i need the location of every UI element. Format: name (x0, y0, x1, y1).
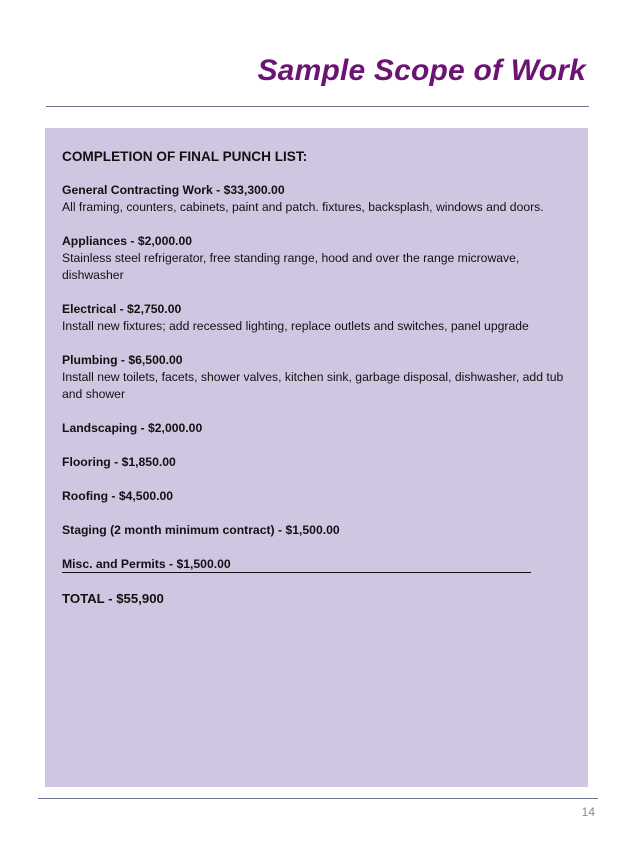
top-divider (46, 106, 589, 107)
item-title: Roofing - $4,500.00 (62, 489, 174, 503)
item-title: Electrical - $2,750.00 (62, 302, 182, 316)
total-line: TOTAL - $55,900 (62, 591, 164, 606)
scope-item-roofing (62, 488, 582, 505)
item-title: Appliances - $2,000.00 (62, 234, 193, 248)
scope-item-general-contracting (62, 182, 582, 216)
item-description: Install new fixtures; add recessed lighting, replace outlets and switches, panel upgrade (62, 319, 529, 333)
item-description: Install new toilets, facets, shower valves, kitchen sink, garbage disposal, dishwasher, add tub and shower (62, 370, 564, 401)
item-title: Plumbing - $6,500.00 (62, 353, 183, 367)
scope-item-plumbing (62, 352, 582, 403)
bottom-divider (38, 798, 598, 799)
page-number: 14 (581, 805, 595, 819)
scope-item-appliances (62, 233, 582, 284)
item-description: All framing, counters, cabinets, paint and patch. fixtures, backsplash, windows and doors. (62, 200, 544, 214)
scope-item-landscaping (62, 420, 582, 437)
item-title: Flooring - $1,850.00 (62, 455, 176, 469)
scope-content (62, 148, 582, 607)
item-title: Staging (2 month minimum contract) - $1,500.00 (62, 523, 340, 537)
item-description: Stainless steel refrigerator, free standing range, hood and over the range microwave, dishwasher (62, 251, 520, 282)
scope-item-staging (62, 522, 582, 539)
scope-item-electrical (62, 301, 582, 335)
misc-line: Misc. and Permits - $1,500.00 (62, 557, 531, 573)
scope-item-flooring (62, 454, 582, 471)
item-title: General Contracting Work - $33,300.00 (62, 183, 285, 197)
section-heading: COMPLETION OF FINAL PUNCH LIST: (62, 149, 308, 164)
page-title: Sample Scope of Work (257, 54, 586, 87)
scope-panel (45, 128, 588, 787)
item-title: Landscaping - $2,000.00 (62, 421, 203, 435)
scope-item-misc (62, 556, 582, 573)
